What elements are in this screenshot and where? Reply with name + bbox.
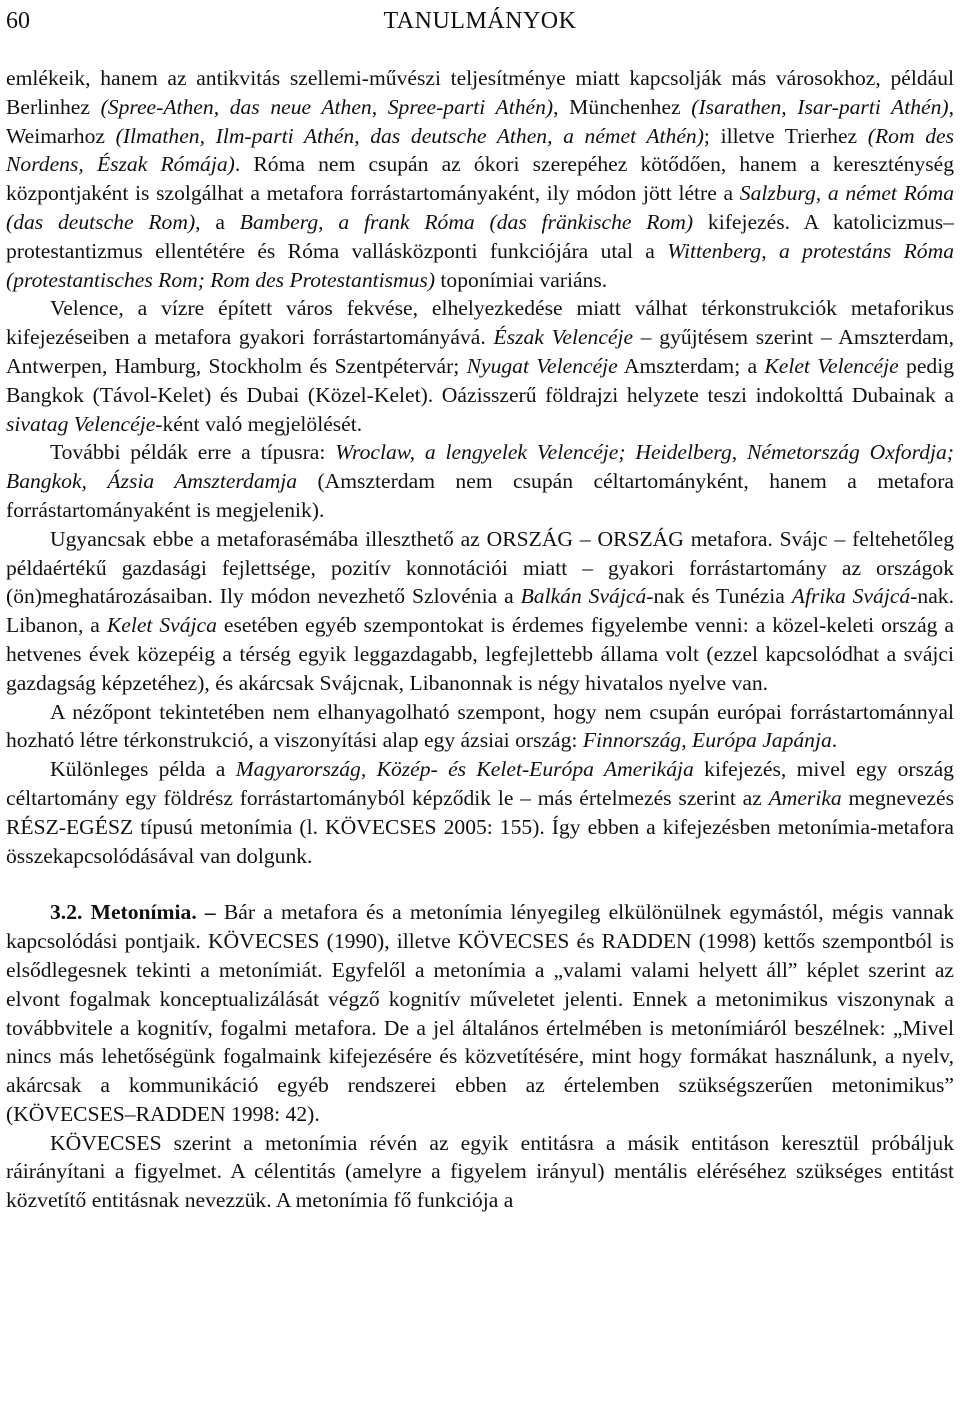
text-run: – gyűjtésem szerint – Amszterdam, Antwerpen, Hamburg, Stockholm és Szentpétervár; <box>6 325 954 378</box>
text-run: 1998: 42). <box>225 1101 320 1126</box>
text-run: . <box>831 728 838 753</box>
running-header <box>6 4 954 38</box>
small-caps-text: KÖVECSES <box>324 814 437 839</box>
paragraph <box>6 755 954 870</box>
text-run: -nak. Libanon, a <box>6 584 954 638</box>
italic-text: (Isarathen, Isar-parti Athén) <box>691 94 949 119</box>
text-run: (1990), illetve <box>319 929 458 954</box>
italic-text: Észak Velencéje <box>493 325 634 350</box>
small-caps-text: RADDEN <box>601 929 692 954</box>
section-heading: 3.2. Metonímia. – <box>50 900 216 925</box>
text-run: , Münchenhez <box>553 94 692 119</box>
text-run: . Róma nem csupán az ókori szerepéhez kötődően, hanem a kereszténység központjaként is szolgálhat a metafora forrástartományaként, ily módon jött létre a <box>6 152 954 206</box>
italic-text: Nyugat Velencéje <box>466 353 618 378</box>
section-paragraph <box>6 898 954 1128</box>
small-caps-text: ORSZÁG – ORSZÁG <box>486 526 684 551</box>
text-run: metafora. Svájc – feltehetőleg példaértékű gazdasági fejlettsége, pozitív konnotációi miatt – gyakori forrástartomány az országok (ön)meghatározásaiban. Ily módon nevezhető Szlovénia a <box>6 526 954 609</box>
italic-text: Salzburg, a német Róma (das deutsche Rom) <box>6 181 954 234</box>
text-run: Velence, a vízre épített város fekvése, elhelyezkedése miatt válhat térkonstrukciók metaforikus kifejezéseiben a metafora gyakori forrástartományává. <box>6 296 954 350</box>
italic-text: sivatag Velencéje <box>6 411 156 436</box>
paragraph <box>6 294 954 438</box>
paragraph <box>6 525 954 698</box>
text-run: típusú metonímia (l. <box>133 814 325 839</box>
text-run: ; illetve Trierhez <box>703 123 868 148</box>
text-run: (1998) kettős szempontból is elsődlegesnek tekinti a metonímiát. Egyfelől a metonímia a „valami valami helyett áll” képlet szerint az elvont fogalmak konceptualizálását végző kognitív műveletet jelenti. Ennek a metonimikus viszonynak a továbbvitele a kognitív, fogalmi metafora. De a jel általános értelmében is metonímiáról beszélnek: „Mivel nincs más lehetőségünk fogalmaink kifejezésére és közvetítésére, mint hogy formákat használunk, a nyelv, akárcsak a kommunikáció egyéb rendszerei ebben az értelemben szükségszerűen metonimikus” ( <box>6 929 954 1126</box>
paragraph <box>6 64 954 294</box>
text-run: Amszterdam; a <box>617 353 765 378</box>
text-run: toponímiai variáns. <box>435 267 608 292</box>
small-caps-text: KÖVECSES <box>457 929 570 954</box>
small-caps-text: RÉSZ-EGÉSZ <box>6 814 134 839</box>
text-run: kifejezés, mivel egy ország céltartomány egy földrész forrástartományból képződik le – más értelmezés szerint az <box>6 757 954 810</box>
text-run: , a <box>195 209 240 234</box>
italic-text: Amerika <box>768 785 842 810</box>
italic-text: Balkán Svájcá <box>520 584 647 609</box>
text-run: esetében egyéb szempontokat is érdemes figyelembe venni: a közel-keleti ország a hetvenes évek közepéig a térség egyik leggazdagabb, legfejlettebb állama volt (ezzel kapcsolódhat a svájci gazdagság képzetéhez), és akárcsak Svájcnak, Libanonnak is négy hivatalos nyelve van. <box>6 613 955 695</box>
paragraph <box>6 1129 954 1215</box>
text-run: Különleges példa a <box>50 757 236 782</box>
text-run: -ként való megjelölését. <box>155 411 363 436</box>
text-run: (Amszterdam nem csupán céltartományként, hanem a metafora forrástartományaként is megjelenik). <box>6 469 954 522</box>
text-run: pedig Bangkok (Távol-Kelet) és Dubai (Közel-Kelet). Oázisszerű földrajzi helyzete teszi indokolttá Dubainak a <box>6 353 954 407</box>
body-text <box>6 64 954 1215</box>
italic-text: Wittenberg, a protestáns Róma (protestantisches Rom; Rom des Protestantismus) <box>6 238 954 292</box>
page-number: 60 <box>6 8 30 34</box>
text-run: megnevezés <box>841 785 954 810</box>
small-caps-text: KÖVECSES–RADDEN <box>13 1101 226 1126</box>
text-run: és <box>569 929 602 954</box>
text-run: emlékeik, hanem az antikvitás szellemi-művészi teljesítménye miatt kapcsolják más városokhoz, például Berlinhez <box>6 66 954 119</box>
text-run: kifejezés. A katolicizmus–protestantizmus ellentétére és Róma vallásközponti funkciójára utal a <box>6 209 954 263</box>
small-caps-text: KÖVECSES <box>50 1130 162 1155</box>
text-run: A nézőpont tekintetében nem elhanyagolható szempont, hogy nem csupán európai forrástartománnyal hozható létre térkonstrukció, a viszonyítási alap egy ázsiai ország: <box>6 699 954 753</box>
paragraph <box>6 698 954 756</box>
text-run: További példák erre a típusra: <box>50 440 336 465</box>
text-run: Ugyancsak ebbe a metaforasémába illeszthető az <box>50 526 487 551</box>
italic-text: (Ilmathen, Ilm-parti Athén, das deutsche Athen, a német Athén) <box>115 123 704 148</box>
italic-text: Magyarország, Közép- és Kelet-Európa Amerikája <box>235 757 694 782</box>
italic-text: Bamberg, a frank Róma (das fränkische Rom) <box>239 209 694 234</box>
running-title: TANULMÁNYOK <box>383 8 577 34</box>
small-caps-text: KÖVECSES <box>207 929 320 954</box>
text-run: szerint a metonímia révén az egyik entitásra a másik entitáson keresztül próbáljuk ráirányítani a figyelmet. A célentitás (amelyre a figyelem irányul) mentális eléréséhez szükséges entitást közvetítő entitásnak nevezzük. A metonímia fő funkciója a <box>6 1130 954 1213</box>
italic-text: Afrika Svájcá <box>791 584 911 609</box>
text-run: -nak és Tunézia <box>646 584 792 609</box>
italic-text: Wroclaw, a lengyelek Velencéje; Heidelberg, Németország Oxfordja; Bangkok, Ázsia Amszterdamja <box>6 440 954 494</box>
italic-text: Kelet Velencéje <box>764 353 899 378</box>
text-run: 2005: 155). Így ebben a kifejezésben metonímia-metafora összekapcsolódásával van dolgunk. <box>6 814 954 868</box>
paragraph <box>6 438 954 524</box>
text-run: , Weimarhoz <box>6 94 955 148</box>
italic-text: Kelet Svájca <box>106 613 217 638</box>
italic-text: (Rom des Nordens, Észak Rómája) <box>6 123 954 177</box>
italic-text: (Spree-Athen, das neue Athen, Spree-parti Athén) <box>100 94 554 119</box>
italic-text: Finnország, Európa Japánja <box>582 728 832 753</box>
text-run: Bár a metafora és a metonímia lényegileg elkülönülnek egymástól, mégis vannak kapcsolódási pontjaik. <box>6 900 954 954</box>
